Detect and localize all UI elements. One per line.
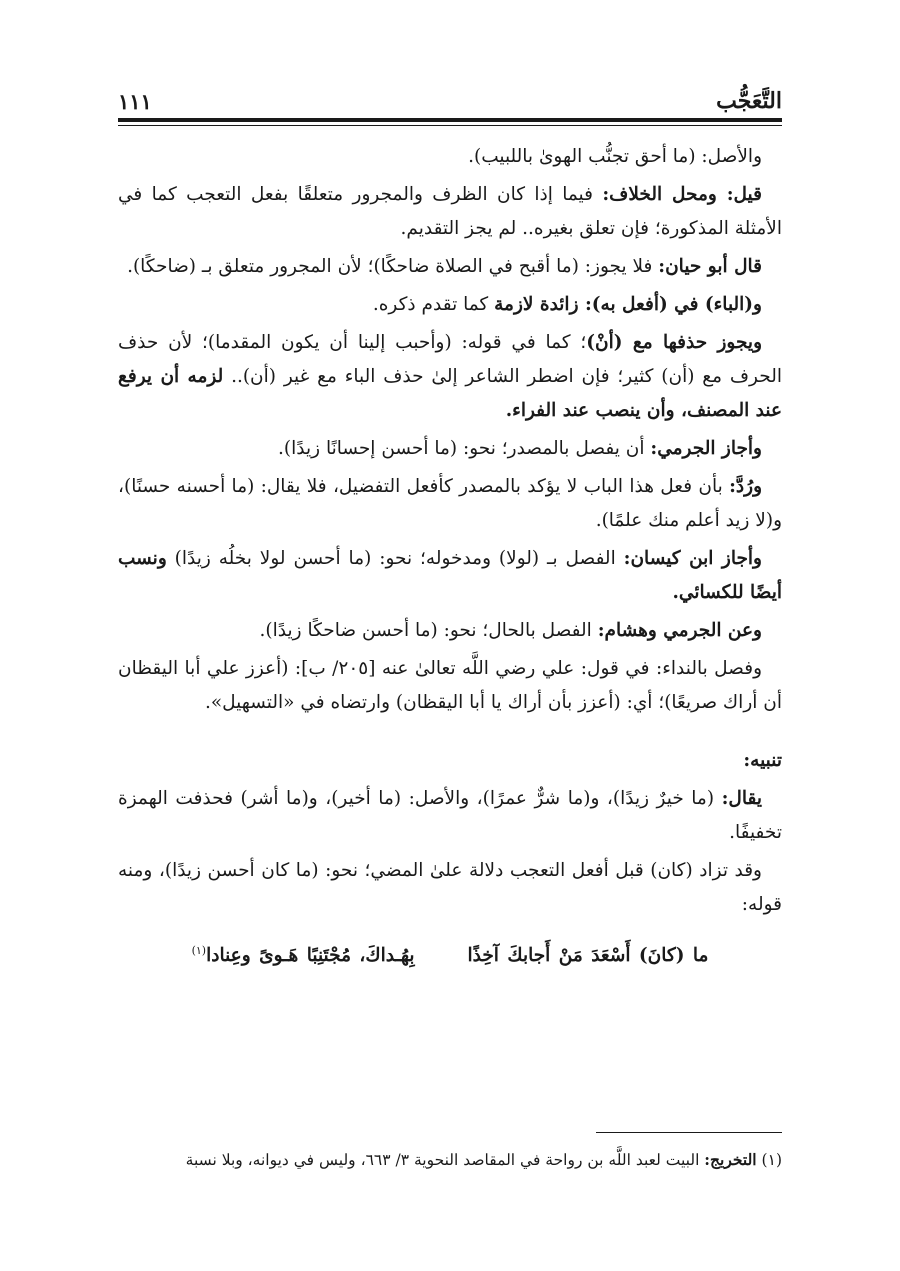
note-heading: تنبيه: bbox=[743, 750, 782, 771]
footnote-number: (١) bbox=[761, 1151, 782, 1169]
bold-term: وأجاز ابن كيسان: bbox=[623, 548, 762, 569]
header-rule-thin bbox=[118, 125, 782, 126]
paragraph-text: (ما خيرٌ زيدًا)، و(ما شرٌّ عمرًا)، والأصل: (ما أخير)، و(ما أشر) فحذفت الهمزة تخفيفًا. bbox=[118, 788, 782, 843]
note-paragraphs bbox=[118, 782, 782, 922]
paragraph-text: ؛ كما في قوله: (وأحبب إلينا أن يكون المقدما)؛ لأن حذف الحرف مع (أن) كثير؛ فإن اضطر الشاعر إلىٰ حذف الباء مع غير (أن).. bbox=[118, 332, 782, 387]
paragraph-text: فيما إذا كان الظرف والمجرور متعلقًا بفعل التعجب كما في الأمثلة المذكورة؛ فإن تعلق بغيره.. لم يجز التقديم. bbox=[118, 184, 782, 239]
verse-hemistich-2: بِهُـداكَ، مُجْتَنِبًا هَـوىً وعِنادا bbox=[206, 945, 415, 967]
paragraph-text: الفصل بالحال؛ نحو: (ما أحسن ضاحكًا زيدًا). bbox=[259, 620, 598, 641]
main-paragraph bbox=[118, 614, 782, 648]
note-paragraph bbox=[118, 854, 782, 922]
main-paragraph bbox=[118, 652, 782, 720]
main-paragraph bbox=[118, 470, 782, 538]
poetry-verse bbox=[118, 934, 782, 973]
footnote-text: البيت لعبد اللَّه بن رواحة في المقاصد النحوية ٣/ ٦٦٣، وليس في ديوانه، وبلا نسبة bbox=[185, 1151, 705, 1169]
page-number: ١١١ bbox=[118, 89, 152, 114]
bold-term: ويجوز حذفها مع (أنْ) bbox=[586, 332, 762, 353]
header-rule-thick bbox=[118, 118, 782, 122]
footnote-label: التخريج: bbox=[704, 1150, 757, 1169]
footnote-separator bbox=[596, 1132, 782, 1133]
main-paragraph bbox=[118, 250, 782, 284]
paragraph-text: بأن فعل هذا الباب لا يؤكد بالمصدر كأفعل التفضيل، فلا يقال: (ما أحسنه حسنًا)، و(لا زيد أعلم منك علمًا). bbox=[118, 476, 782, 531]
verse-hemistich-1: ما (كانَ) أَسْعَدَ مَنْ أَجابكَ آخِذًا bbox=[467, 945, 709, 967]
main-paragraph bbox=[118, 326, 782, 428]
paragraph-text: الفصل بـ (لولا) ومدخوله؛ نحو: (ما أحسن لولا بخلُه زيدًا) bbox=[166, 548, 624, 569]
paragraph-text: كما تقدم ذكره. bbox=[372, 294, 495, 315]
paragraph-text: وفصل بالنداء: في قول: علي رضي اللَّه تعالىٰ عنه [٢٠٥/ ب]: (أعزز علي أبا اليقظان أن أراك صريعًا)؛ أي: (أعزز بأن أراك يا أبا اليقظان) وارتضاه في «التسهيل». bbox=[118, 658, 782, 713]
bold-term: يقال: bbox=[721, 788, 762, 809]
footnote bbox=[118, 1148, 782, 1172]
bold-term: ورُدَّ: bbox=[729, 476, 762, 497]
page-body bbox=[118, 140, 782, 973]
main-paragraph bbox=[118, 432, 782, 466]
paragraph-text: فلا يجوز: (ما أقبح في الصلاة ضاحكًا)؛ لأن المجرور متعلق بـ (ضاحكًا). bbox=[127, 256, 659, 277]
bold-term: لزمه أن يرفع عند المصنف، وأن ينصب عند الفراء. bbox=[118, 366, 782, 421]
bold-term: ونسب أيضًا للكسائي. bbox=[118, 548, 782, 603]
bold-term: قال أبو حيان: bbox=[658, 256, 762, 277]
main-paragraph bbox=[118, 542, 782, 610]
paragraph-text: وقد تزاد (كان) قبل أفعل التعجب دلالة علىٰ المضي؛ نحو: (ما كان أحسن زيدًا)، ومنه قوله: bbox=[118, 860, 782, 915]
main-paragraphs bbox=[118, 140, 782, 720]
main-paragraph bbox=[118, 288, 782, 322]
bold-term: وأجاز الجرمي: bbox=[650, 438, 762, 459]
main-paragraph bbox=[118, 140, 782, 174]
chapter-title: التَّعَجُّب bbox=[716, 88, 782, 114]
page bbox=[118, 80, 782, 973]
main-paragraph bbox=[118, 178, 782, 246]
note-paragraph bbox=[118, 782, 782, 850]
footnote-marker[interactable]: (١) bbox=[191, 944, 207, 957]
bold-term: قيل: ومحل الخلاف: bbox=[602, 184, 762, 205]
paragraph-text: أن يفصل بالمصدر؛ نحو: (ما أحسن إحسانًا زيدًا). bbox=[278, 438, 651, 459]
paragraph-text: والأصل: (ما أحق تجنُّب الهوىٰ باللبيب). bbox=[468, 146, 762, 167]
bold-term: وعن الجرمي وهشام: bbox=[597, 620, 762, 641]
bold-term: و(الباء) في (أفعل به): زائدة لازمة bbox=[494, 294, 762, 315]
page-header bbox=[118, 80, 782, 114]
